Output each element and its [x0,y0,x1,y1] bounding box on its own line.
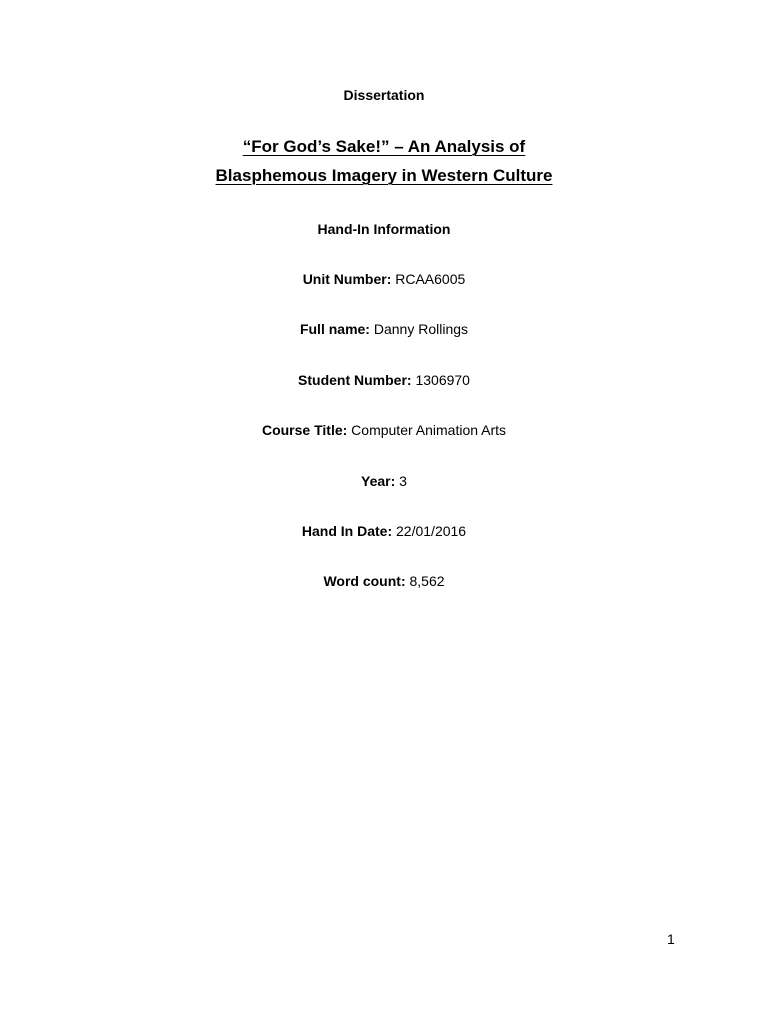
page-number: 1 [667,931,675,947]
word-count-value: 8,562 [409,573,445,589]
unit-number-field [0,272,768,286]
course-title-label: Course Title: [261,422,348,438]
student-number-value: 1306970 [415,372,470,388]
year-value: 3 [399,473,407,489]
title-line-2-text: Blasphemous Imagery in Western Culture [215,166,553,185]
student-number-field [0,373,768,387]
course-title-field [0,423,768,437]
course-title-value: Computer Animation Arts [351,422,507,438]
year-label: Year: [361,473,396,489]
full-name-field [0,322,768,336]
word-count-field [0,574,768,588]
full-name-label: Full name: [299,321,370,337]
unit-number-value: RCAA6005 [395,271,466,287]
hand-in-date-field [0,524,768,538]
title-line-1-text: “For God’s Sake!” – An Analysis of [242,137,526,156]
student-number-label: Student Number: [298,372,412,388]
hand-in-date-value: 22/01/2016 [396,523,467,539]
title-line-1 [0,138,768,155]
unit-number-label: Unit Number: [302,271,392,287]
section-heading: Hand-In Information [317,221,451,237]
title-line-2 [0,167,768,184]
hand-in-date-label: Hand In Date: [301,523,393,539]
year-field [0,474,768,488]
document-type-label: Dissertation [343,87,425,103]
full-name-value: Danny Rollings [373,321,469,337]
word-count-label: Word count: [323,573,406,589]
